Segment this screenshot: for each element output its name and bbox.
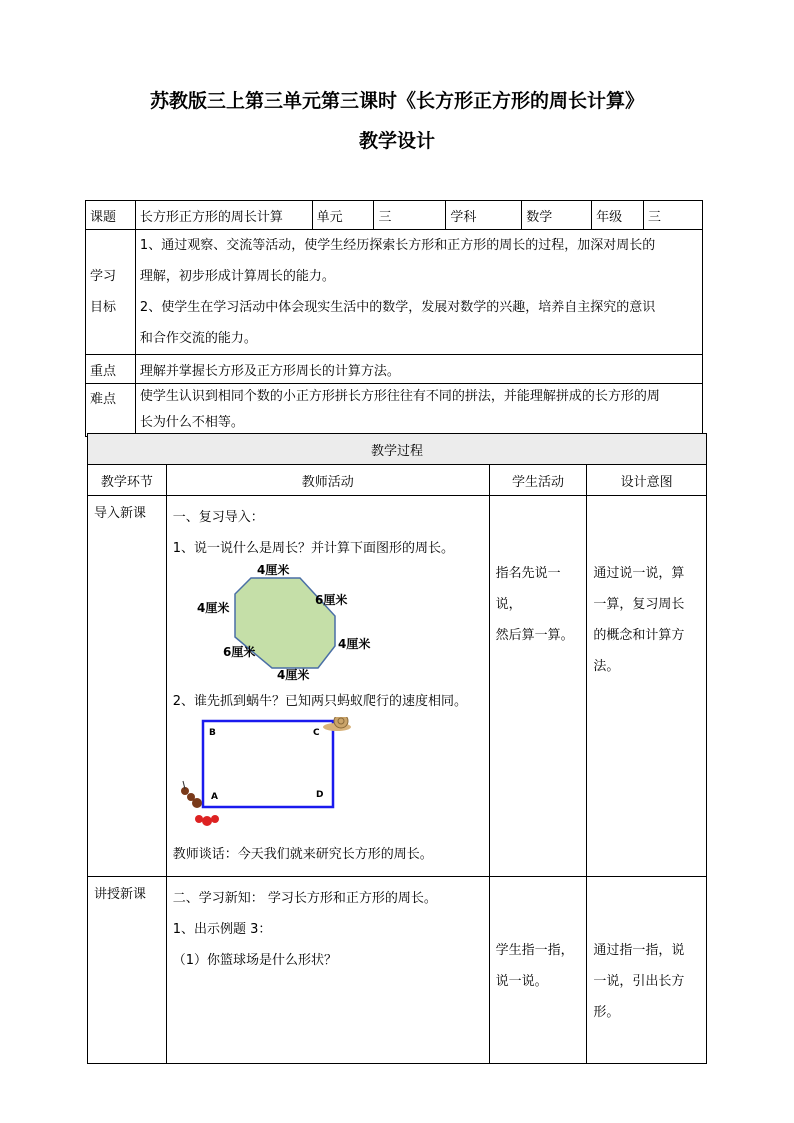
design-intent-intro: 通过说一说，算 一算，复习周长 的概念和计算方 法。 [587,496,707,877]
doc-title: 苏教版三上第三单元第三课时《长方形正方形的周长计算》 [149,90,644,112]
label-right-top: 6厘米 [314,593,348,607]
key-value: 理解并掌握长方形及正方形周长的计算方法。 [135,355,702,384]
subject-value: 数学 [522,201,592,230]
col-student: 学生活动 [489,465,587,496]
student-activity-intro: 指名先说一说， 然后算一算。 [489,496,587,877]
design-intent-new: 通过指一指，说 一说，引出长方 形。 [587,877,707,1064]
col-teacher: 教师活动 [166,465,489,496]
corner-b: B [208,728,216,738]
process-header: 教学过程 [88,434,707,465]
teacher-activity-new: 二、学习新知： 学习长方形和正方形的周长。 1、出示例题 3： （1）你篮球场是什么形状？ [166,877,489,1064]
stage-new-lesson: 讲授新课 [88,877,167,1064]
corner-c: C [312,728,320,738]
info-table [85,200,703,437]
label-left: 4厘米 [196,601,230,615]
ant-icon [181,781,202,808]
octagon-figure [173,564,473,682]
stage-intro: 导入新课 [88,496,167,877]
rectangle-path-figure [173,717,473,835]
course-label: 课题 [86,201,136,230]
goal-content: 1、通过观察、交流等活动，使学生经历探索长方形和正方形的周长的过程，加深对周长的 理解，初步形成计算周长的能力。 2、使学生在学习活动中体会现实生活中的数学，发展对数学的兴趣，培养自主探究的意识 和合作交流的能力。 [135,230,702,355]
col-stage: 教学环节 [88,465,167,496]
doc-subtitle: 教学设计 [358,130,435,152]
corner-d: D [315,790,324,800]
corner-a: A [210,792,218,802]
difficulty-content: 使学生认识到相同个数的小正方形拼长方形往往有不同的拼法，并能理解拼成的长方形的周 长为什么不相等。 [135,384,702,437]
goal-label: 学习 目标 [86,230,136,355]
label-right: 4厘米 [337,637,371,651]
red-ant-icon [195,815,219,826]
grade-value: 三 [644,201,703,230]
unit-value: 三 [374,201,446,230]
label-left-bottom: 6厘米 [222,645,256,659]
col-design: 设计意图 [587,465,707,496]
process-table [87,433,707,1064]
key-label: 重点 [86,355,136,384]
course-value: 长方形正方形的周长计算 [135,201,312,230]
grade-label: 年级 [592,201,644,230]
label-bottom: 4厘米 [276,668,310,682]
student-activity-new: 学生指一指， 说一说。 [489,877,587,1064]
unit-label: 单元 [312,201,374,230]
difficulty-label: 难点 [86,384,136,437]
subject-label: 学科 [446,201,522,230]
label-top: 4厘米 [256,564,290,577]
snail-icon [323,717,351,731]
teacher-activity-intro: 一、复习导入： 1、说一说什么是周长？并计算下面图形的周长。 4厘米 6厘米 4厘米 4厘米 6厘米 4厘米 2、谁先抓到蜗牛？已知两只蚂蚁爬行的速度相同。 B C A D 教师谈话：今天我们就来研究长方形的周长。 [166,496,489,877]
